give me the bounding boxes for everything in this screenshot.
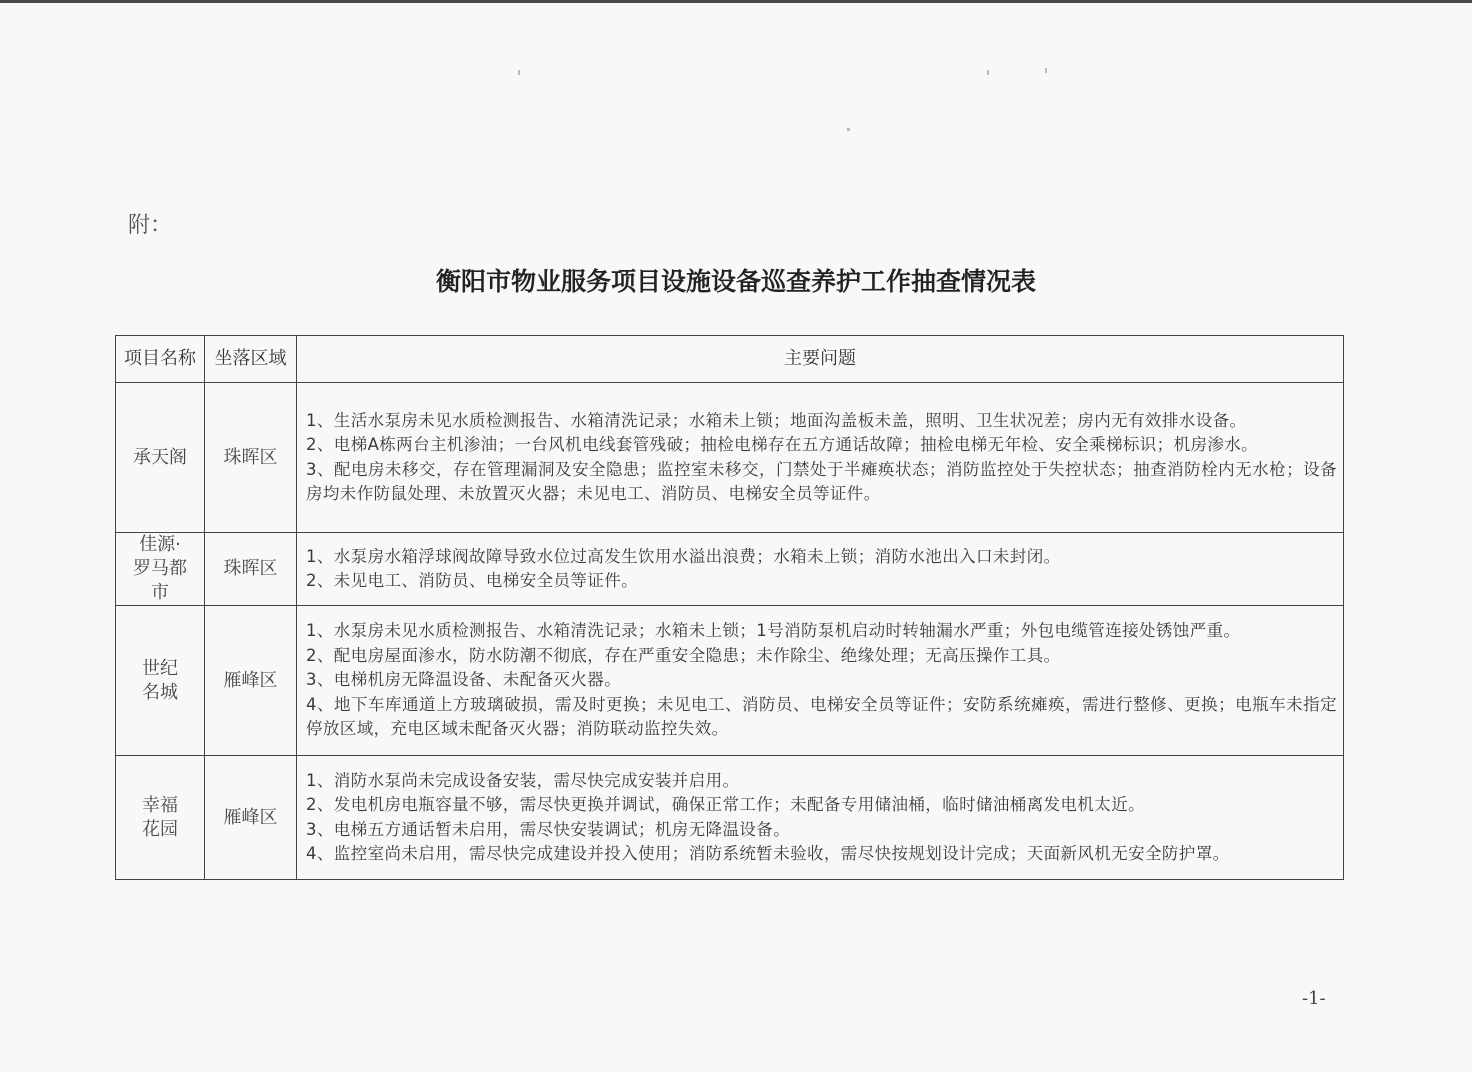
header-district: 坐落区域: [205, 336, 297, 383]
project-district: 雁峰区: [205, 606, 297, 756]
scan-speck: [847, 128, 850, 131]
page-number: -1-: [1302, 988, 1326, 1009]
project-name: 佳源·罗马都市: [116, 533, 205, 606]
issue-item: 1、生活水泵房未见水质检测报告、水箱清洗记录；水箱未上锁；地面沟盖板未盖，照明、卫生状况差；房内无有效排水设备。: [306, 410, 1247, 430]
table-row: [116, 533, 1344, 606]
issue-item: 3、配电房未移交，存在管理漏洞及安全隐患；监控室未移交，门禁处于半瘫痪状态；消防监控处于失控状态；抽查消防栓内无水枪；设备房均未作防鼠处理、未放置灭火器；未见电工、消防员、电梯安全员等证件。: [306, 459, 1337, 503]
inspection-table: [115, 335, 1344, 880]
project-district: 雁峰区: [205, 756, 297, 880]
issue-list: [297, 383, 1344, 533]
header-issues: 主要问题: [297, 336, 1344, 383]
issue-list: [297, 756, 1344, 880]
scan-speck: [518, 70, 520, 75]
issue-item: 1、水泵房水箱浮球阀故障导致水位过高发生饮用水溢出浪费；水箱未上锁；消防水池出入口未封闭。: [306, 546, 1061, 566]
issue-list: [297, 533, 1344, 606]
issue-item: 2、发电机房电瓶容量不够，需尽快更换并调试，确保正常工作；未配备专用储油桶，临时储油桶离发电机太近。: [306, 795, 1145, 814]
table-row: [116, 756, 1344, 880]
project-district: 珠晖区: [205, 533, 297, 606]
issue-item: 2、电梯A栋两台主机渗油；一台风机电线套管残破；抽检电梯存在五方通话故障；抽检电梯无年检、安全乘梯标识；机房渗水。: [306, 435, 1259, 454]
project-name: 世纪名城: [116, 606, 205, 756]
document-title: 衡阳市物业服务项目设施设备巡查养护工作抽查情况表: [435, 267, 1036, 296]
issue-list: [297, 606, 1344, 756]
table-row: [116, 383, 1344, 533]
annex-label: 附：: [128, 213, 173, 238]
issue-item: 2、配电房屋面渗水，防水防潮不彻底，存在严重安全隐患；未作除尘、绝缘处理；无高压操作工具。: [306, 645, 1061, 665]
table-row: [116, 606, 1344, 756]
scan-speck: [1045, 68, 1047, 73]
header-project-name: 项目名称: [116, 336, 205, 383]
issue-item: 4、监控室尚未启用，需尽快完成建设并投入使用；消防系统暂未验收，需尽快按规划设计完成；天面新风机无安全防护罩。: [306, 844, 1230, 863]
scan-top-edge: [0, 0, 1472, 3]
issue-item: 2、未见电工、消防员、电梯安全员等证件。: [306, 571, 638, 590]
issue-item: 1、水泵房未见水质检测报告、水箱清洗记录；水箱未上锁；1号消防泵机启动时转轴漏水严重；外包电缆管连接处锈蚀严重。: [306, 621, 1241, 641]
project-district: 珠晖区: [205, 383, 297, 533]
scan-speck: [987, 70, 989, 75]
issue-item: 1、消防水泵尚未完成设备安装，需尽快完成安装并启用。: [306, 770, 740, 790]
issue-item: 3、电梯五方通话暂未启用，需尽快安装调试；机房无降温设备。: [306, 819, 791, 839]
issue-item: 4、地下车库通道上方玻璃破损，需及时更换；未见电工、消防员、电梯安全员等证件；安防系统瘫痪，需进行整修、更换；电瓶车未指定停放区域，充电区域未配备灭火器；消防联动监控失效。: [306, 694, 1337, 739]
table-header-row: [116, 336, 1344, 383]
issue-item: 3、电梯机房无降温设备、未配备灭火器。: [306, 670, 622, 690]
project-name: 承天阁: [116, 383, 205, 533]
project-name: 幸福花园: [116, 756, 205, 880]
